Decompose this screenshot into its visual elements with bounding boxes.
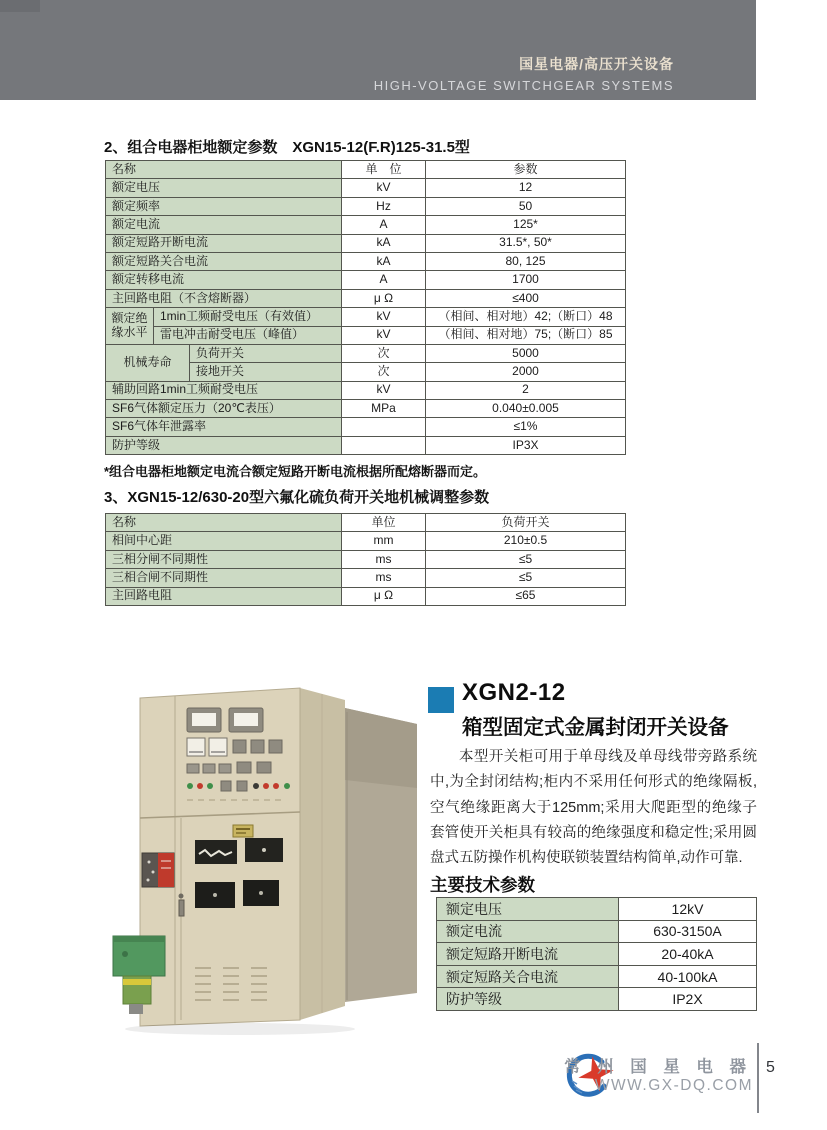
- table-cell: 额定短路开断电流: [106, 234, 342, 252]
- table-cell: IP3X: [426, 436, 626, 454]
- table-cell: 辅助回路1min工频耐受电压: [106, 381, 342, 399]
- table-cell: 12: [426, 179, 626, 197]
- table-cell: μ Ω: [342, 587, 426, 605]
- table-row: [106, 381, 626, 399]
- table-cell: ms: [342, 550, 426, 568]
- table-cell: A: [342, 271, 426, 289]
- cabinet-rear-unit: [345, 708, 417, 1002]
- table-cell: 0.040±0.005: [426, 400, 626, 418]
- nameplate: [233, 825, 253, 837]
- table-cell: 1700: [426, 271, 626, 289]
- params-title: 主要技术参数: [430, 875, 535, 895]
- table-cell: 额定短路关合电流: [106, 252, 342, 270]
- table-cell: 三相分闸不同期性: [106, 550, 342, 568]
- header-title-cn: 国星电器/高压开关设备: [519, 56, 674, 72]
- table-row: [106, 569, 626, 587]
- table-row: [106, 550, 626, 568]
- table-cell: 负荷开关: [426, 514, 626, 532]
- table-cell: 接地开关: [190, 363, 342, 381]
- table-cell: 630-3150A: [619, 920, 757, 943]
- accent-square: [428, 687, 454, 713]
- table-cell: kV: [342, 308, 426, 326]
- table-row: [437, 898, 757, 921]
- table-row: [106, 161, 626, 179]
- table-row: [106, 216, 626, 234]
- table-cell: 额定短路开断电流: [437, 943, 619, 966]
- main-parameters-table: [436, 897, 757, 1011]
- table-cell: ms: [342, 569, 426, 587]
- table-row: [106, 532, 626, 550]
- table-cell: 额定电流: [437, 920, 619, 943]
- table-row: [106, 326, 626, 344]
- table-cell: mm: [342, 532, 426, 550]
- table-row: [106, 179, 626, 197]
- page-number: 5: [766, 1059, 775, 1076]
- table-cell: 雷电冲击耐受电压（峰值）: [154, 326, 342, 344]
- table-row: [106, 418, 626, 436]
- table-cell: 负荷开关: [190, 344, 342, 362]
- header-corner-mark: [0, 0, 40, 12]
- table-row: [106, 436, 626, 454]
- table-cell: 额定电压: [437, 898, 619, 921]
- table-cell: ≤5: [426, 550, 626, 568]
- door-handle: [179, 894, 185, 917]
- table-cell: 5000: [426, 344, 626, 362]
- table-cell: 2: [426, 381, 626, 399]
- table-row: [106, 234, 626, 252]
- table-cell: 参数: [426, 161, 626, 179]
- table-cell: kA: [342, 234, 426, 252]
- table-row: [437, 988, 757, 1011]
- table-cell: 额定转移电流: [106, 271, 342, 289]
- table-cell: SF6气体额定压力（20℃表压）: [106, 400, 342, 418]
- section2-title: 2、组合电器柜地额定参数 XGN15-12(F.R)125-31.5型: [104, 139, 470, 156]
- table-cell: 20-40kA: [619, 943, 757, 966]
- table-cell: ≤1%: [426, 418, 626, 436]
- table-cell: 防护等级: [437, 988, 619, 1011]
- rated-parameters-table: [105, 160, 626, 455]
- table-cell: 名称: [106, 161, 342, 179]
- table-cell: IP2X: [619, 988, 757, 1011]
- table-cell: （相间、相对地）75;（断口）85: [426, 326, 626, 344]
- table-cell: 125*: [426, 216, 626, 234]
- table-cell: MPa: [342, 400, 426, 418]
- table-cell: 210±0.5: [426, 532, 626, 550]
- section3-title: 3、XGN15-12/630-20型六氟化硫负荷开关地机械调整参数: [104, 489, 490, 506]
- table-cell: 50: [426, 197, 626, 215]
- mechanical-adjust-table: [105, 513, 626, 606]
- footer-website: WWW.GX-DQ.COM: [594, 1077, 753, 1094]
- table-cell: 单 位: [342, 161, 426, 179]
- product-description: 本型开关柜可用于单母线及单母线带旁路系统中,为全封闭结构;柜内不采用任何形式的绝缘隔板,空气绝缘距离大于125mm;采用大爬距型的绝缘子套管使开关柜具有较高的绝缘强度和稳定性;采用圆盘式五防操作机构使联锁装置结构简单,动作可靠.: [430, 749, 757, 867]
- table-cell: 相间中心距: [106, 532, 342, 550]
- table-cell: [342, 418, 426, 436]
- table-cell: 31.5*, 50*: [426, 234, 626, 252]
- table-cell: 80, 125: [426, 252, 626, 270]
- table-cell: μ Ω: [342, 289, 426, 307]
- table-cell: 名称: [106, 514, 342, 532]
- footer-divider: [757, 1043, 759, 1113]
- table-cell: 1min工频耐受电压（有效值）: [154, 308, 342, 326]
- footer-company-name: 常 州 国 星 电 器: [564, 1058, 752, 1076]
- table-row: [106, 514, 626, 532]
- table-cell: ≤5: [426, 569, 626, 587]
- table-row: [106, 308, 626, 326]
- table-cell: 额定电压: [106, 179, 342, 197]
- table-cell: （相间、相对地）42;（断口）48: [426, 308, 626, 326]
- table-cell: 2000: [426, 363, 626, 381]
- table-cell: 防护等级: [106, 436, 342, 454]
- table-cell: 机械寿命: [106, 344, 190, 381]
- switchgear-photo: [95, 668, 425, 1040]
- table-cell: 次: [342, 363, 426, 381]
- table-cell: 12kV: [619, 898, 757, 921]
- table-row: [106, 400, 626, 418]
- table-cell: 额定电流: [106, 216, 342, 234]
- table-cell: 额定绝缘水平: [106, 308, 154, 345]
- header-title-en: HIGH-VOLTAGE SWITCHGEAR SYSTEMS: [373, 78, 674, 93]
- table-cell: kA: [342, 252, 426, 270]
- table-row: [106, 344, 626, 362]
- product-name: 箱型固定式金属封闭开关设备: [462, 716, 729, 739]
- table-cell: 主回路电阻: [106, 587, 342, 605]
- table-cell: 主回路电阻（不含熔断器）: [106, 289, 342, 307]
- table-cell: [342, 436, 426, 454]
- table-row: [106, 289, 626, 307]
- table-cell: 三相合闸不同期性: [106, 569, 342, 587]
- table-cell: 额定频率: [106, 197, 342, 215]
- table-row: [106, 587, 626, 605]
- page-header: [0, 0, 756, 100]
- table-row: [106, 271, 626, 289]
- table-cell: 次: [342, 344, 426, 362]
- product-model: XGN2-12: [462, 679, 566, 706]
- table-cell: 单位: [342, 514, 426, 532]
- table-cell: kV: [342, 381, 426, 399]
- table-cell: ≤65: [426, 587, 626, 605]
- cabinet-side-face: [300, 688, 345, 1020]
- table-cell: kV: [342, 179, 426, 197]
- table-row: [437, 965, 757, 988]
- table-cell: A: [342, 216, 426, 234]
- table-cell: 40-100kA: [619, 965, 757, 988]
- table-cell: SF6气体年泄露率: [106, 418, 342, 436]
- table-row: [437, 920, 757, 943]
- cabinet-shadow: [125, 1023, 355, 1035]
- door-label-plate: [142, 853, 174, 887]
- table-row: [106, 252, 626, 270]
- table-cell: Hz: [342, 197, 426, 215]
- table-row: [106, 197, 626, 215]
- table-cell: 额定短路关合电流: [437, 965, 619, 988]
- table-row: [437, 943, 757, 966]
- table-cell: kV: [342, 326, 426, 344]
- table-cell: ≤400: [426, 289, 626, 307]
- table1-footnote: *组合电器柜地额定电流合额定短路开断电流根据所配熔断器而定。: [104, 464, 487, 479]
